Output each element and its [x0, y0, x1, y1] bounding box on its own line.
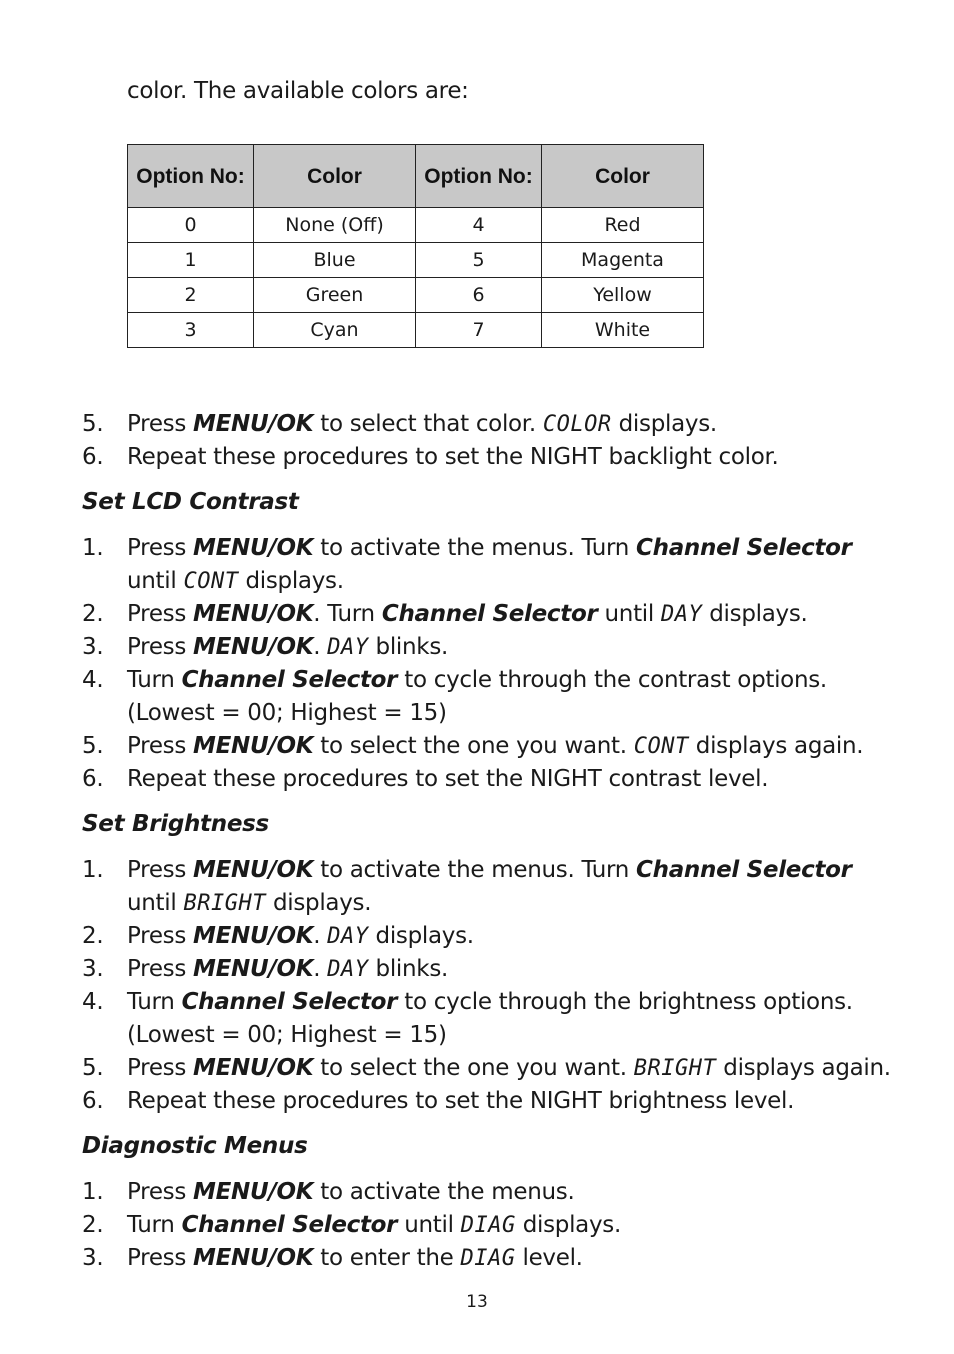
list-item: [82, 664, 902, 730]
table-body: [128, 208, 704, 348]
list-number: 5.: [82, 411, 104, 437]
list-item: [82, 1085, 902, 1118]
list-number: 1.: [82, 1179, 104, 1205]
step-text: Press: [127, 956, 194, 982]
step-text: displays.: [611, 411, 717, 437]
table-cell: Green: [254, 278, 416, 313]
list-item: [82, 763, 902, 796]
control-name: MENU/OK: [193, 601, 314, 627]
header-option-no-2: Option No:: [416, 145, 542, 208]
control-name: Channel Selector: [636, 535, 852, 561]
list-item: [82, 631, 902, 664]
control-name: MENU/OK: [193, 1245, 314, 1271]
step-text: Turn: [127, 989, 182, 1015]
step-text: Repeat these procedures to set the NIGHT backlight color.: [127, 444, 779, 470]
step-text: to activate the menus. Turn: [313, 535, 637, 561]
list-number: 1.: [82, 535, 104, 561]
step-text: to cycle through the contrast options. (Lowest = 00; Highest = 15): [127, 667, 827, 726]
list-number: 4.: [82, 667, 104, 693]
step-text: .: [313, 923, 328, 949]
step-text: Press: [127, 1055, 194, 1081]
step-text: displays.: [368, 923, 474, 949]
lcd-display-text: BRIGHT: [633, 1056, 717, 1081]
list-item: [82, 598, 902, 631]
list-number: 2.: [82, 1212, 104, 1238]
list-number: 3.: [82, 634, 104, 660]
table-row: [128, 278, 704, 313]
step-text: Turn: [127, 1212, 182, 1238]
color-options-table: [127, 144, 704, 348]
step-text: Turn: [127, 667, 182, 693]
list-number: 6.: [82, 766, 104, 792]
list-number: 2.: [82, 923, 104, 949]
lcd-display-text: BRIGHT: [183, 891, 266, 916]
table-cell: None (Off): [254, 208, 416, 243]
table-cell: Magenta: [542, 243, 704, 278]
control-name: MENU/OK: [193, 857, 314, 883]
step-text: blinks.: [368, 634, 449, 660]
step-text: until: [127, 890, 184, 916]
intro-text: color. The available colors are:: [127, 78, 469, 104]
list-item: [82, 854, 902, 920]
list-item: [82, 532, 902, 598]
table-cell: 3: [128, 313, 254, 348]
step-text: displays again.: [716, 1055, 891, 1081]
step-text: displays again.: [688, 733, 864, 759]
step-text: level.: [515, 1245, 583, 1271]
step-text: to select the one you want.: [313, 733, 634, 759]
list-item: [82, 730, 902, 763]
table-cell: Red: [542, 208, 704, 243]
step-text: Repeat these procedures to set the NIGHT contrast level.: [127, 766, 769, 792]
table-cell: 4: [416, 208, 542, 243]
step-text: displays.: [265, 890, 372, 916]
control-name: Channel Selector: [381, 601, 598, 627]
lcd-display-text: DAY: [660, 602, 703, 627]
step-text: Press: [127, 857, 194, 883]
table-row: [128, 243, 704, 278]
step-text: .: [313, 634, 328, 660]
table-row: [128, 313, 704, 348]
section-heading: Set Brightness: [82, 811, 269, 837]
step-text: Press: [127, 601, 194, 627]
list-item: [82, 1242, 902, 1275]
step-text: displays.: [515, 1212, 621, 1238]
list-number: 5.: [82, 1055, 104, 1081]
section-heading: Set LCD Contrast: [82, 489, 299, 515]
lcd-display-text: COLOR: [542, 412, 612, 437]
lcd-display-text: DAY: [327, 635, 369, 660]
step-text: Press: [127, 733, 194, 759]
step-text: to select that color.: [313, 411, 543, 437]
step-text: until: [397, 1212, 461, 1238]
table-cell: 0: [128, 208, 254, 243]
list-number: 3.: [82, 956, 104, 982]
table-cell: Yellow: [542, 278, 704, 313]
table-cell: 7: [416, 313, 542, 348]
control-name: Channel Selector: [636, 857, 852, 883]
table-row: [128, 208, 704, 243]
page-number: 13: [466, 1292, 488, 1312]
step-text: to select the one you want.: [313, 1055, 634, 1081]
step-text: displays.: [702, 601, 808, 627]
list-item: [82, 408, 902, 441]
header-color-2: Color: [542, 145, 704, 208]
step-text: displays.: [238, 568, 344, 594]
list-number: 4.: [82, 989, 104, 1015]
header-option-no-1: Option No:: [128, 145, 254, 208]
control-name: MENU/OK: [193, 411, 314, 437]
list-number: 6.: [82, 444, 104, 470]
control-name: Channel Selector: [181, 667, 398, 693]
lcd-display-text: DIAG: [460, 1213, 516, 1238]
control-name: Channel Selector: [181, 989, 398, 1015]
list-number: 2.: [82, 601, 104, 627]
list-item: [82, 953, 902, 986]
control-name: MENU/OK: [193, 956, 314, 982]
step-text: Press: [127, 1245, 194, 1271]
list-number: 6.: [82, 1088, 104, 1114]
step-text: blinks.: [368, 956, 449, 982]
header-color-1: Color: [254, 145, 416, 208]
instructions: [82, 408, 902, 1275]
lcd-display-text: DIAG: [460, 1246, 516, 1271]
table-cell: 2: [128, 278, 254, 313]
lcd-display-text: DAY: [327, 924, 369, 949]
list-item: [82, 1176, 902, 1209]
lcd-display-text: CONT: [633, 734, 689, 759]
list-item: [82, 441, 902, 474]
control-name: Channel Selector: [181, 1212, 398, 1238]
control-name: MENU/OK: [193, 923, 314, 949]
list-item: [82, 1209, 902, 1242]
table-cell: White: [542, 313, 704, 348]
step-text: Press: [127, 1179, 194, 1205]
lcd-display-text: CONT: [183, 569, 239, 594]
table-cell: Cyan: [254, 313, 416, 348]
step-text: Press: [127, 535, 194, 561]
step-text: until: [597, 601, 661, 627]
step-text: to activate the menus.: [313, 1179, 575, 1205]
list-item: [82, 920, 902, 953]
step-text: .: [313, 956, 328, 982]
control-name: MENU/OK: [193, 1055, 314, 1081]
step-text: . Turn: [313, 601, 382, 627]
step-text: to cycle through the brightness options. (Lowest = 00; Highest = 15): [127, 989, 853, 1048]
control-name: MENU/OK: [193, 535, 314, 561]
table-cell: 6: [416, 278, 542, 313]
control-name: MENU/OK: [193, 733, 314, 759]
step-text: Press: [127, 923, 194, 949]
table-cell: Blue: [254, 243, 416, 278]
step-text: Press: [127, 411, 194, 437]
control-name: MENU/OK: [193, 634, 314, 660]
lcd-display-text: DAY: [327, 957, 369, 982]
step-text: Press: [127, 634, 194, 660]
list-item: [82, 1052, 902, 1085]
list-item: [82, 986, 902, 1052]
list-number: 3.: [82, 1245, 104, 1271]
table-cell: 1: [128, 243, 254, 278]
step-text: to enter the: [313, 1245, 461, 1271]
table-cell: 5: [416, 243, 542, 278]
step-text: to activate the menus. Turn: [313, 857, 637, 883]
section-heading: Diagnostic Menus: [82, 1133, 308, 1159]
control-name: MENU/OK: [193, 1179, 314, 1205]
list-number: 5.: [82, 733, 104, 759]
table-header-row: [128, 145, 704, 208]
list-number: 1.: [82, 857, 104, 883]
step-text: until: [127, 568, 184, 594]
step-text: Repeat these procedures to set the NIGHT brightness level.: [127, 1088, 795, 1114]
